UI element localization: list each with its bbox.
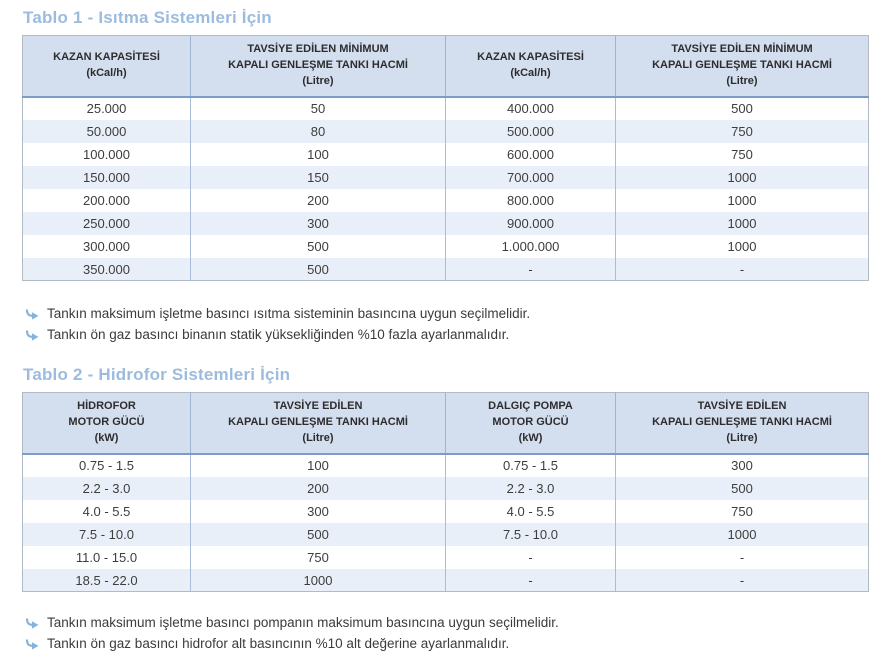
cell: - bbox=[616, 258, 869, 281]
cell: - bbox=[616, 569, 869, 592]
note-text: Tankın maksimum işletme basıncı pompanın maksimum basıncına uygun seçilmelidir. bbox=[47, 615, 559, 631]
table2-header-tank-volume: TAVSİYE EDİLEN KAPALI GENLEŞME TANKI HACMİ (Litre) bbox=[191, 393, 446, 454]
cell: 2.2 - 3.0 bbox=[23, 477, 191, 500]
cell: 0.75 - 1.5 bbox=[446, 454, 616, 477]
table-row bbox=[23, 120, 869, 143]
cell: 500 bbox=[616, 477, 869, 500]
table-row bbox=[23, 569, 869, 592]
table1-header-tank-volume-2: TAVSİYE EDİLEN MİNİMUM KAPALI GENLEŞME TANKI HACMİ (Litre) bbox=[616, 36, 869, 97]
table1-header-row bbox=[23, 36, 869, 97]
cell: 250.000 bbox=[23, 212, 191, 235]
table1-header-boiler-capacity: KAZAN KAPASİTESİ (kCal/h) bbox=[23, 36, 191, 97]
cell: 1000 bbox=[616, 235, 869, 258]
table-row bbox=[23, 523, 869, 546]
cell: 1000 bbox=[616, 166, 869, 189]
cell: 750 bbox=[616, 143, 869, 166]
cell: 500 bbox=[616, 97, 869, 120]
cell: 600.000 bbox=[446, 143, 616, 166]
cell: 1.000.000 bbox=[446, 235, 616, 258]
table2-header-tank-volume-2: TAVSİYE EDİLEN KAPALI GENLEŞME TANKI HACMİ (Litre) bbox=[616, 393, 869, 454]
cell: 18.5 - 22.0 bbox=[23, 569, 191, 592]
cell: 1000 bbox=[616, 523, 869, 546]
cell: 700.000 bbox=[446, 166, 616, 189]
cell: 1000 bbox=[191, 569, 446, 592]
cell: 500 bbox=[191, 258, 446, 281]
table1-notes bbox=[25, 306, 874, 344]
cell: - bbox=[446, 546, 616, 569]
cell: 300.000 bbox=[83, 238, 130, 254]
table-row bbox=[23, 212, 869, 235]
cell: 50.000 bbox=[23, 120, 191, 143]
table-row bbox=[23, 258, 869, 281]
cell: - bbox=[446, 258, 616, 281]
cell: 11.0 - 15.0 bbox=[75, 549, 138, 565]
table-row bbox=[23, 454, 869, 477]
note-arrow-icon bbox=[25, 330, 39, 341]
table2-header-row bbox=[23, 393, 869, 454]
cell: 100.000 bbox=[83, 146, 130, 162]
cell: 4.0 - 5.5 bbox=[446, 500, 616, 523]
table-row bbox=[23, 500, 869, 523]
table2-title: Tablo 2 - Hidrofor Sistemleri İçin bbox=[23, 365, 291, 385]
note-arrow-icon bbox=[25, 309, 39, 320]
cell: 750 bbox=[616, 500, 869, 523]
cell: 300 bbox=[616, 454, 869, 477]
cell: 750 bbox=[616, 120, 869, 143]
cell: 0.75 - 1.5 bbox=[79, 458, 134, 474]
cell: - bbox=[446, 569, 616, 592]
note-text: Tankın ön gaz basıncı hidrofor alt basıncının %10 alt değerine ayarlanmalıdır. bbox=[47, 636, 510, 652]
cell: 900.000 bbox=[446, 212, 616, 235]
note-text: Tankın maksimum işletme basıncı ısıtma sisteminin basıncına uygun seçilmelidir. bbox=[47, 306, 531, 322]
cell: 25.000 bbox=[86, 101, 127, 117]
cell: 200 bbox=[191, 189, 446, 212]
table-row bbox=[23, 166, 869, 189]
cell: 100 bbox=[191, 454, 446, 477]
cell: 300 bbox=[191, 500, 446, 523]
cell: 500 bbox=[191, 523, 446, 546]
table-row bbox=[23, 97, 869, 120]
cell: 80 bbox=[191, 120, 446, 143]
table-row bbox=[23, 189, 869, 212]
cell: 150 bbox=[191, 166, 446, 189]
cell: 800.000 bbox=[446, 189, 616, 212]
table-row bbox=[23, 546, 869, 569]
table2-hydrophore-systems bbox=[22, 392, 869, 592]
cell: 150.000 bbox=[23, 166, 191, 189]
note-item bbox=[25, 615, 874, 632]
note-arrow-icon bbox=[25, 639, 39, 650]
table-row bbox=[23, 477, 869, 500]
cell: 2.2 - 3.0 bbox=[446, 477, 616, 500]
cell: 7.5 - 10.0 bbox=[23, 523, 191, 546]
note-arrow-icon bbox=[25, 618, 39, 629]
cell: - bbox=[616, 546, 869, 569]
cell: 4.0 - 5.5 bbox=[82, 503, 131, 519]
note-item bbox=[25, 327, 874, 344]
table2-header-hydrophore-motor: HİDROFOR MOTOR GÜCÜ (kW) bbox=[23, 393, 191, 454]
note-item bbox=[25, 636, 874, 653]
table2-notes bbox=[25, 615, 874, 653]
cell: 50 bbox=[191, 97, 446, 120]
table1-header-boiler-capacity-2: KAZAN KAPASİTESİ (kCal/h) bbox=[446, 36, 616, 97]
table1-header-tank-volume: TAVSİYE EDİLEN MİNİMUM KAPALI GENLEŞME TANKI HACMİ (Litre) bbox=[191, 36, 446, 97]
cell: 100 bbox=[191, 143, 446, 166]
cell: 750 bbox=[191, 546, 446, 569]
cell: 500 bbox=[191, 235, 446, 258]
note-item bbox=[25, 306, 874, 323]
table2-header-submersible-pump-motor: DALGIÇ POMPA MOTOR GÜCÜ (kW) bbox=[446, 393, 616, 454]
table-row bbox=[23, 235, 869, 258]
cell: 500.000 bbox=[446, 120, 616, 143]
cell: 350.000 bbox=[23, 258, 191, 281]
cell: 1000 bbox=[616, 189, 869, 212]
cell: 1000 bbox=[616, 212, 869, 235]
table1-heating-systems bbox=[22, 35, 869, 281]
table1-title: Tablo 1 - Isıtma Sistemleri İçin bbox=[23, 8, 272, 27]
cell: 200 bbox=[191, 477, 446, 500]
cell: 400.000 bbox=[446, 97, 616, 120]
note-text: Tankın ön gaz basıncı binanın statik yüksekliğinden %10 fazla ayarlanmalıdır. bbox=[47, 327, 510, 343]
cell: 7.5 - 10.0 bbox=[446, 523, 616, 546]
cell: 300 bbox=[191, 212, 446, 235]
cell: 200.000 bbox=[83, 192, 130, 208]
table-row bbox=[23, 143, 869, 166]
